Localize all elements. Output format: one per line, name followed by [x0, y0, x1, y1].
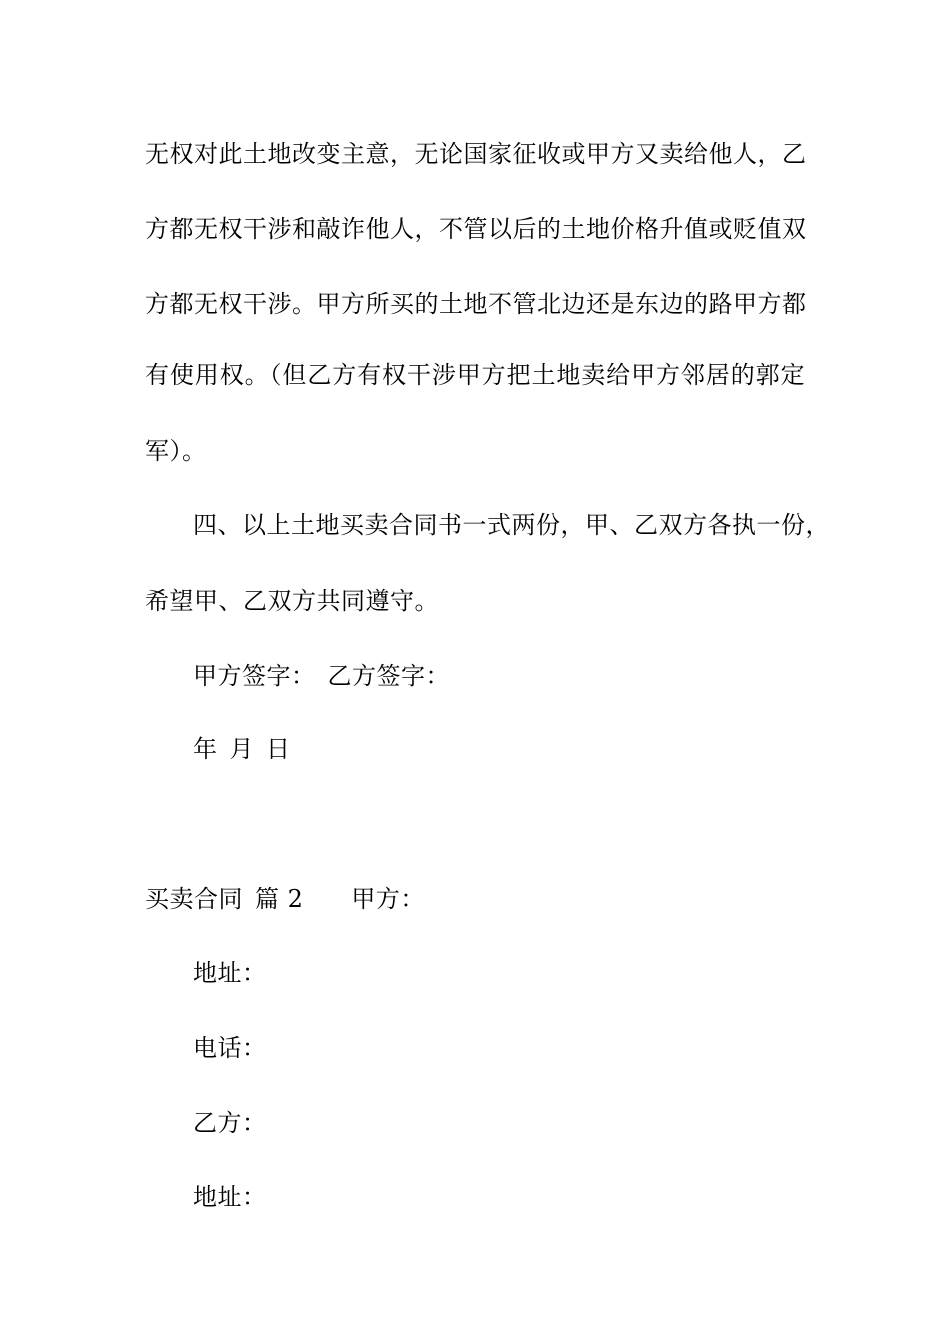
contract2-field-phone-a: 电话： [193, 1034, 267, 1062]
paragraph-line-2: 方都无权干涉和敲诈他人，不管以后的土地价格升值或贬值双 [145, 215, 807, 243]
paragraph-line-5: 军）。 [145, 437, 207, 465]
contract2-chapter: 篇 2 [255, 885, 304, 913]
contract2-title: 买卖合同 [145, 885, 243, 913]
signature-line [193, 661, 450, 691]
clause-four-line-1: 四、以上土地买卖合同书一式两份，甲、乙双方各执一份， [193, 511, 830, 539]
date-month: 月 [229, 735, 254, 763]
contract2-party-a-label: 甲方： [351, 885, 425, 913]
contract2-field-party-b: 乙方： [193, 1109, 267, 1137]
paragraph-line-3: 方都无权干涉。甲方所买的土地不管北边还是东边的路甲方都 [145, 290, 807, 318]
contract2-heading [145, 884, 425, 914]
date-line [193, 734, 291, 764]
date-day: 日 [266, 735, 291, 763]
party-b-signature-label: 乙方签字： [327, 662, 450, 690]
contract2-field-address-a: 地址： [193, 959, 267, 987]
paragraph-line-4: 有使用权。（但乙方有权干涉甲方把土地卖给甲方邻居的郭定 [145, 361, 805, 389]
contract2-field-address-b: 地址： [193, 1183, 267, 1211]
clause-four-line-2: 希望甲、乙双方共同遵守。 [145, 587, 439, 615]
paragraph-line-1: 无权对此土地改变主意，无论国家征收或甲方又卖给他人，乙 [145, 140, 807, 168]
party-a-signature-label: 甲方签字： [193, 662, 316, 690]
date-year: 年 [193, 735, 218, 763]
